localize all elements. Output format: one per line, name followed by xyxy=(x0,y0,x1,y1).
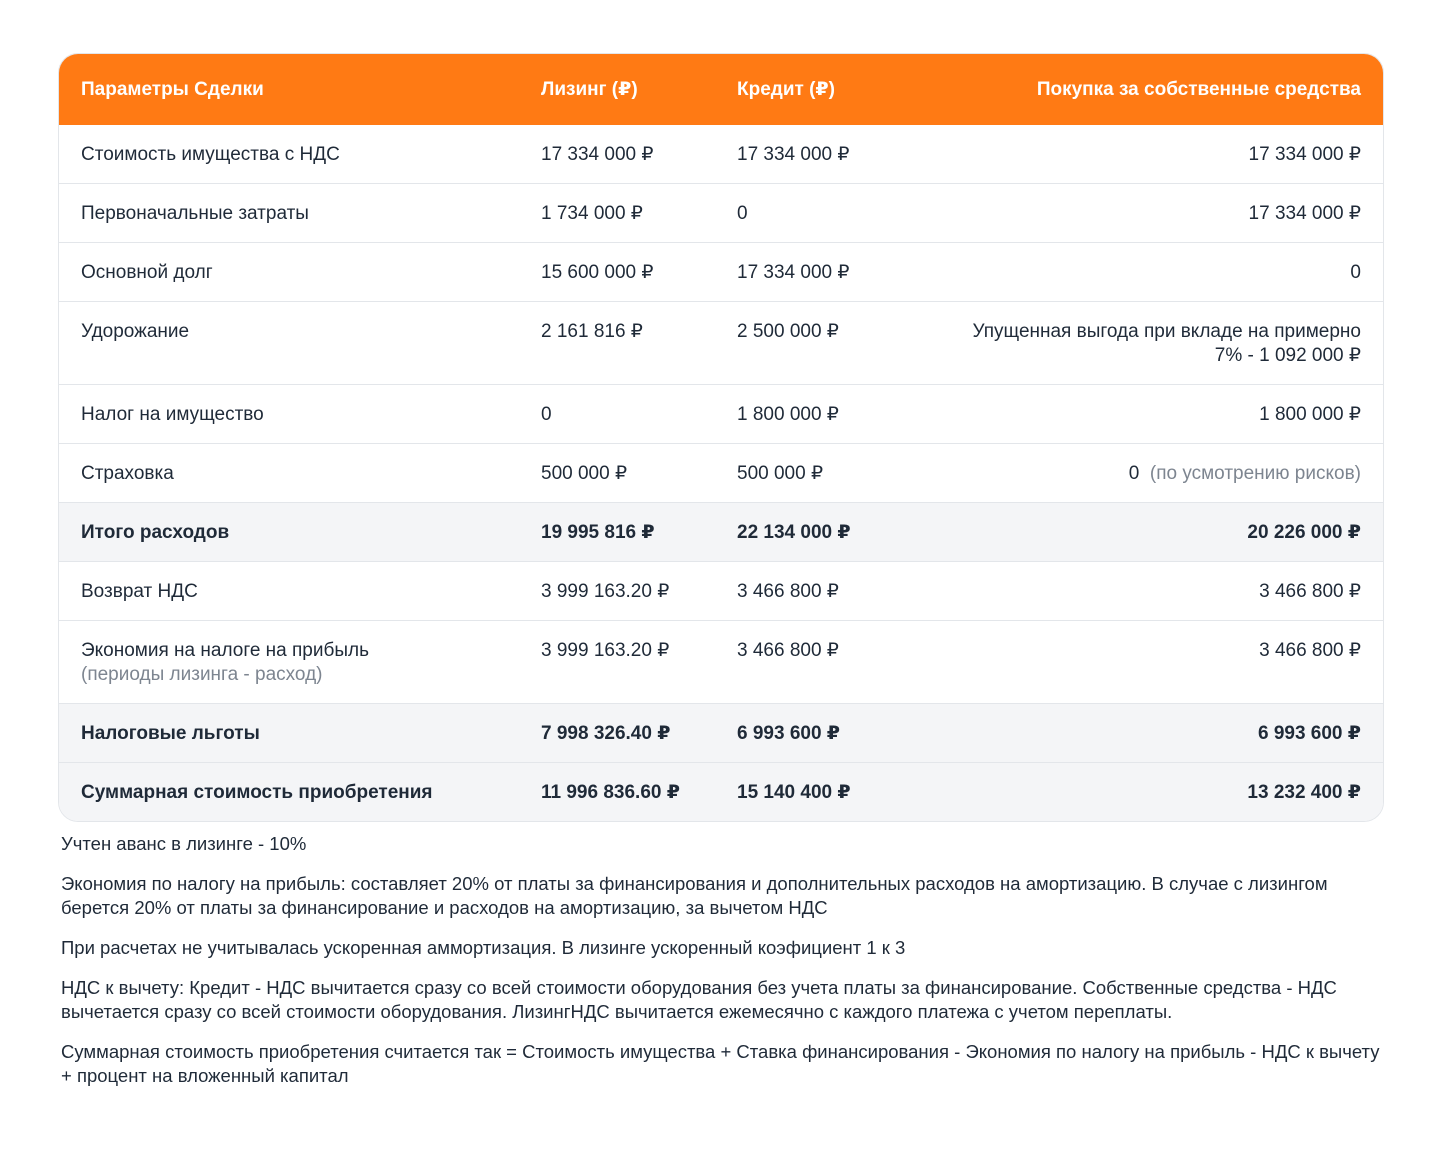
cell-leasing: 2 161 816 ₽ xyxy=(541,321,643,342)
row-label-wrap xyxy=(59,639,519,687)
table-header-row xyxy=(59,54,1383,125)
table-row-insurance xyxy=(59,444,1383,503)
row-label: Первоначальные затраты xyxy=(81,203,309,224)
cell-leasing: 17 334 000 ₽ xyxy=(541,144,654,165)
cell-own-value: 0 xyxy=(1128,463,1140,484)
note-profit-tax: Экономия по налогу на прибыль: составляет 20% от платы за финансирования и дополнительных расходов на амортизацию. В случае с лизингом берется 20% от платы за финансирование и расходов на амортизацию, за вычетом НДС xyxy=(61,873,1328,918)
row-label: Суммарная стоимость приобретения xyxy=(81,782,433,803)
table-row-property-tax xyxy=(59,385,1383,444)
cell-own: 6 993 600 ₽ xyxy=(1257,723,1361,744)
row-label: Стоимость имущества с НДС xyxy=(81,144,340,165)
cell-own: 17 334 000 ₽ xyxy=(1248,144,1361,165)
row-label: Страховка xyxy=(81,463,174,484)
cell-leasing: 7 998 326.40 ₽ xyxy=(541,723,671,744)
cell-own-line-2: 7% - 1 092 000 ₽ xyxy=(1214,345,1361,366)
header-credit: Кредит (₽) xyxy=(737,79,835,100)
row-label: Возврат НДС xyxy=(81,581,198,602)
footnotes xyxy=(61,832,1381,1104)
note-total-formula: Суммарная стоимость приобретения считается так = Стоимость имущества + Ставка финансирования - Экономия по налогу на прибыль - НДС к вычету + процент на вложенный капитал xyxy=(61,1041,1380,1086)
cell-credit: 2 500 000 ₽ xyxy=(737,321,839,342)
cell-own: 0 xyxy=(1350,262,1361,283)
cell-own: 17 334 000 ₽ xyxy=(1248,203,1361,224)
cell-own-line-1: Упущенная выгода при вкладе на примерно xyxy=(972,321,1361,342)
cell-leasing: 19 995 816 ₽ xyxy=(541,522,655,543)
note-vat-deduction: НДС к вычету: Кредит - НДС вычитается сразу со всей стоимости оборудования без учета платы за финансирование. Собственные средства - НДС вычетается сразу со всей стоимости оборудования. ЛизингНДС вычитается ежемесячно с каждого платежа с учетом переплаты. xyxy=(61,977,1337,1022)
cell-own: 3 466 800 ₽ xyxy=(1259,640,1361,661)
table-row-markup xyxy=(59,302,1383,385)
cell-own: 20 226 000 ₽ xyxy=(1247,522,1361,543)
note-advance: Учтен аванс в лизинге - 10% xyxy=(61,833,307,854)
cell-credit: 6 993 600 ₽ xyxy=(737,723,841,744)
header-leasing: Лизинг (₽) xyxy=(541,79,638,100)
row-label: Экономия на налоге на прибыль xyxy=(81,640,370,661)
cell-credit: 22 134 000 ₽ xyxy=(737,522,851,543)
cell-credit: 3 466 800 ₽ xyxy=(737,640,839,661)
table-row-profit-tax-savings xyxy=(59,621,1383,704)
header-params: Параметры Сделки xyxy=(81,78,264,100)
table-row-principal-debt xyxy=(59,243,1383,302)
row-label: Итого расходов xyxy=(81,522,230,543)
table-row-property-cost xyxy=(59,125,1383,184)
cell-leasing: 3 999 163.20 ₽ xyxy=(541,581,670,602)
cell-credit: 17 334 000 ₽ xyxy=(737,144,850,165)
cell-own xyxy=(911,320,1383,368)
row-label: Основной долг xyxy=(81,262,213,283)
header-own-funds: Покупка за собственные средства xyxy=(1036,78,1361,100)
row-label-note: (периоды лизинга - расход) xyxy=(81,664,323,685)
table-row-tax-benefits xyxy=(59,704,1383,763)
cell-leasing: 3 999 163.20 ₽ xyxy=(541,640,670,661)
cell-credit: 3 466 800 ₽ xyxy=(737,581,839,602)
row-label: Налоговые льготы xyxy=(81,723,260,744)
cell-credit: 500 000 ₽ xyxy=(737,463,824,484)
cell-credit: 0 xyxy=(737,203,748,224)
cell-leasing: 0 xyxy=(541,404,552,425)
cell-own: 3 466 800 ₽ xyxy=(1259,581,1361,602)
cell-own: 1 800 000 ₽ xyxy=(1259,404,1361,425)
table-row-initial-costs xyxy=(59,184,1383,243)
cell-leasing: 15 600 000 ₽ xyxy=(541,262,654,283)
table-row-vat-refund xyxy=(59,562,1383,621)
cell-own: 13 232 400 ₽ xyxy=(1247,782,1361,803)
row-label: Налог на имущество xyxy=(81,404,264,425)
table-row-total-acquisition-cost xyxy=(59,763,1383,821)
cell-credit: 15 140 400 ₽ xyxy=(737,782,851,803)
comparison-table xyxy=(58,53,1384,822)
cell-credit: 1 800 000 ₽ xyxy=(737,404,839,425)
cell-leasing: 11 996 836.60 ₽ xyxy=(541,782,680,803)
cell-credit: 17 334 000 ₽ xyxy=(737,262,850,283)
row-label: Удорожание xyxy=(81,321,190,342)
cell-leasing: 500 000 ₽ xyxy=(541,463,628,484)
table-row-total-expenses xyxy=(59,503,1383,562)
note-depreciation: При расчетах не учитывалась ускоренная аммортизация. В лизинге ускоренный коэфициент 1 к 3 xyxy=(61,937,906,958)
cell-leasing: 1 734 000 ₽ xyxy=(541,203,643,224)
cell-own xyxy=(911,462,1383,486)
cell-own-note: (по усмотрению рисков) xyxy=(1149,463,1361,484)
